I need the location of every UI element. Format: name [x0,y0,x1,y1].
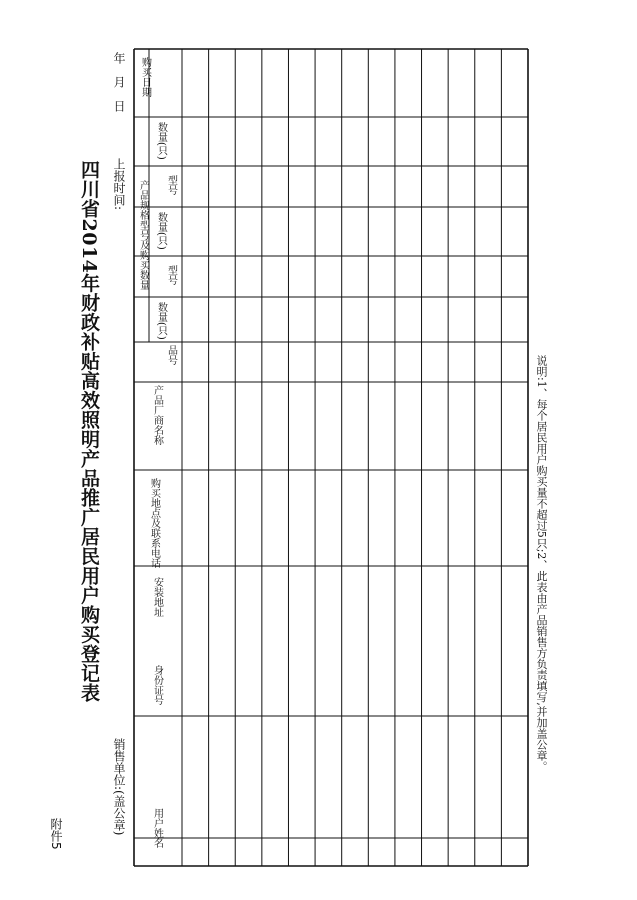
report-time-label: 上报时间: [112,158,126,211]
footer-note: 说明:1、每个居民用户购买量不超过5只;2、此表由产品销售方负责填写,并加盖公章。 [535,355,548,772]
seal-note: (盖公章) [112,790,126,836]
header-quantity-1: 数量(只) [155,302,167,340]
header-purchase-place-phone: 购买地点及联系电话 [148,478,160,568]
annex-label: 附件5 [49,818,63,850]
table-row-lines [134,117,528,838]
header-model-3: 型号 [165,175,177,195]
header-model-2: 型号 [165,265,177,285]
document-title: 四川省2014年财政补贴高效照明产品推广居民用户购买登记表 [78,160,100,703]
date-year: 年 [112,52,126,64]
header-brand: 品号 [165,345,177,365]
date-day: 日 [112,100,126,112]
header-quantity-3: 数量(只) [155,122,167,160]
header-id-number: 身份证号 [151,665,163,705]
header-purchase-date: 购买日期 [139,57,151,97]
header-user-name: 用户姓名 [151,808,163,848]
date-month: 月 [112,76,126,88]
header-spec-group: 产品规格型号及购买数量 [137,180,149,290]
seller-label: 销售单位: [112,738,126,791]
header-manufacturer: 产品厂商名称 [151,385,163,445]
table-column-lines [149,49,501,866]
header-install-address: 安装地址 [151,577,163,617]
header-quantity-2: 数量(只) [155,212,167,250]
table-outer-border [134,49,528,866]
